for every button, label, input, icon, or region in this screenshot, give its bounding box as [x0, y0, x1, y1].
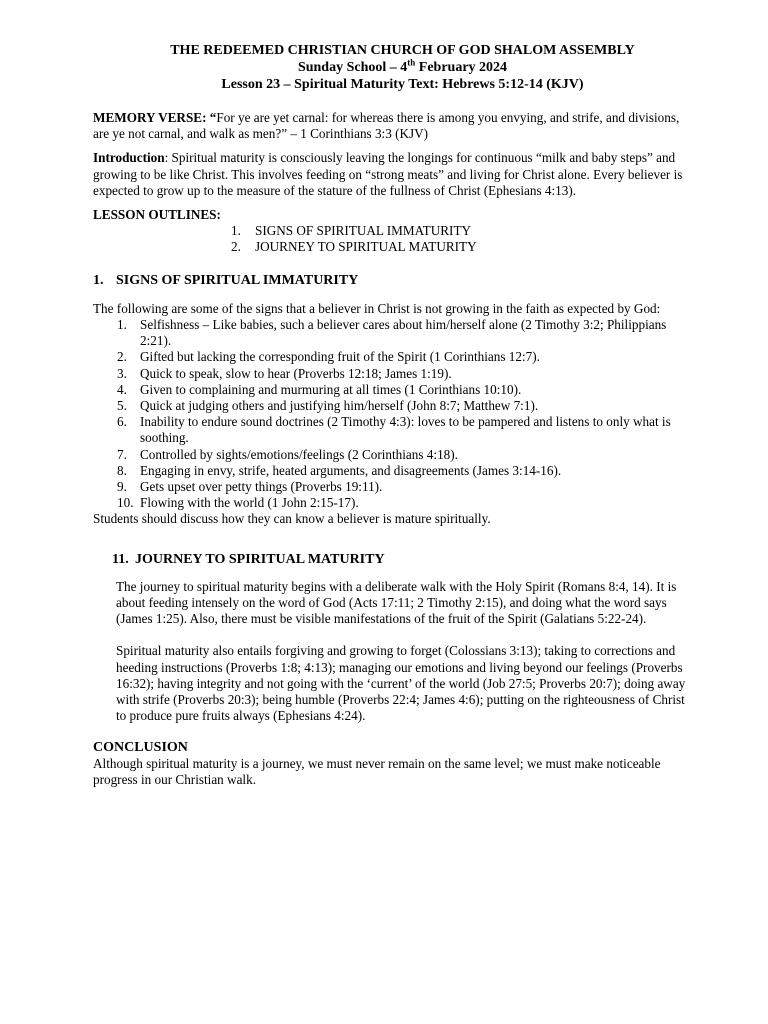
introduction-label: Introduction	[93, 150, 165, 166]
signs-list	[93, 317, 698, 511]
list-item: 2. Gifted but lacking the corresponding fruit of the Spirit (1 Corinthians 12:7).	[117, 349, 540, 365]
section-heading-journey: 11. JOURNEY TO SPIRITUAL MATURITY	[112, 551, 385, 567]
lesson-outlines-list	[93, 223, 698, 255]
church-name: THE REDEEMED CHRISTIAN CHURCH OF GOD SHALOM ASSEMBLY	[170, 43, 635, 58]
memory-verse-label: MEMORY VERSE: “	[93, 110, 217, 125]
section-heading-signs: 1. SIGNS OF SPIRITUAL IMMATURITY	[93, 272, 359, 288]
list-item: 7. Controlled by sights/emotions/feelings (2 Corinthians 4:18).	[117, 446, 458, 462]
signs-intro: The following are some of the signs that a believer in Christ is not growing in the faith as expected by God:	[93, 300, 661, 316]
list-item: 5. Quick at judging others and justifying him/herself (John 8:7; Matthew 7:1).	[117, 398, 539, 414]
list-item: 1. Selfishness – Like babies, such a believer cares about him/herself alone (2 Timothy 3:2; Philippians 2:21).	[117, 317, 667, 349]
lesson-title: Lesson 23 – Spiritual Maturity Text: Hebrews 5:12-14 (KJV)	[221, 77, 584, 92]
conclusion-heading: CONCLUSION	[93, 739, 188, 755]
journey-paragraph-1: The journey to spiritual maturity begins with a deliberate walk with the Holy Spirit (Romans 8:4, 14). It is about feeding intensely on the word of God (Acts 17:11; 2 Timothy 2:15), and doing what the word says (James 1:25). Also, there must be visible manifestations of the fruit of the Spirit (Galatians 5:22-24).	[116, 578, 677, 627]
list-item: 2. JOURNEY TO SPIRITUAL MATURITY	[231, 239, 477, 255]
introduction	[93, 150, 698, 199]
introduction-text: : Spiritual maturity is consciously leaving the longings for continuous “milk and baby steps” and growing to be like Christ. This involves feeding on “strong meats” and living for Christ alone. Every believer is expected to grow up to the measure of the stature of the fullness of Christ (Ephesians 4:13).	[93, 150, 683, 198]
list-item: 10. Flowing with the world (1 John 2:15-17).	[117, 495, 359, 511]
sunday-school-date: Sunday School – 4th February 2024	[297, 57, 508, 75]
journey-paragraph-2: Spiritual maturity also entails forgiving and growing to forget (Colossians 3:13); taking to corrections and heeding instructions (Proverbs 1:8; 4:13); managing our emotions and living beyond our feelings (Proverbs 16:32); having integrity and not going with the ‘current’ of the world (Job 27:5; Proverbs 20:7); doing away with strife (Proverbs 20:3); being humble (Proverbs 22:4; James 4:6); putting on the righteousness of Christ to produce pure fruits always (Ephesians 4:24).	[116, 643, 686, 724]
list-item: 6. Inability to endure sound doctrines (2 Timothy 4:3): loves to be pampered and listens to only what is soothing.	[117, 414, 671, 446]
memory-verse-text: For ye are yet carnal: for whereas there is among you envying, and strife, and divisions, are ye not carnal, and walk as men?” – 1 Corinthians 3:3 (KJV)	[93, 110, 680, 142]
list-item: 1. SIGNS OF SPIRITUAL IMMATURITY	[231, 223, 472, 239]
list-item: 9. Gets upset over petty things (Proverbs 19:11).	[117, 479, 383, 495]
journey-section	[93, 579, 698, 725]
conclusion-text: Although spiritual maturity is a journey, we must never remain on the same level; we must make noticeable progress in our Christian walk.	[93, 755, 661, 787]
list-item: 3. Quick to speak, slow to hear (Proverbs 12:18; James 1:19).	[117, 365, 452, 381]
lesson-outlines-heading: LESSON OUTLINES:	[93, 207, 221, 223]
list-item: 8. Engaging in envy, strife, heated arguments, and disagreements (James 3:14-16).	[117, 462, 562, 478]
memory-verse	[93, 110, 698, 142]
document-header	[87, 42, 718, 93]
list-item: 4. Given to complaining and murmuring at all times (1 Corinthians 10:10).	[117, 381, 522, 397]
discussion-prompt: Students should discuss how they can know a believer is mature spiritually.	[93, 511, 491, 527]
